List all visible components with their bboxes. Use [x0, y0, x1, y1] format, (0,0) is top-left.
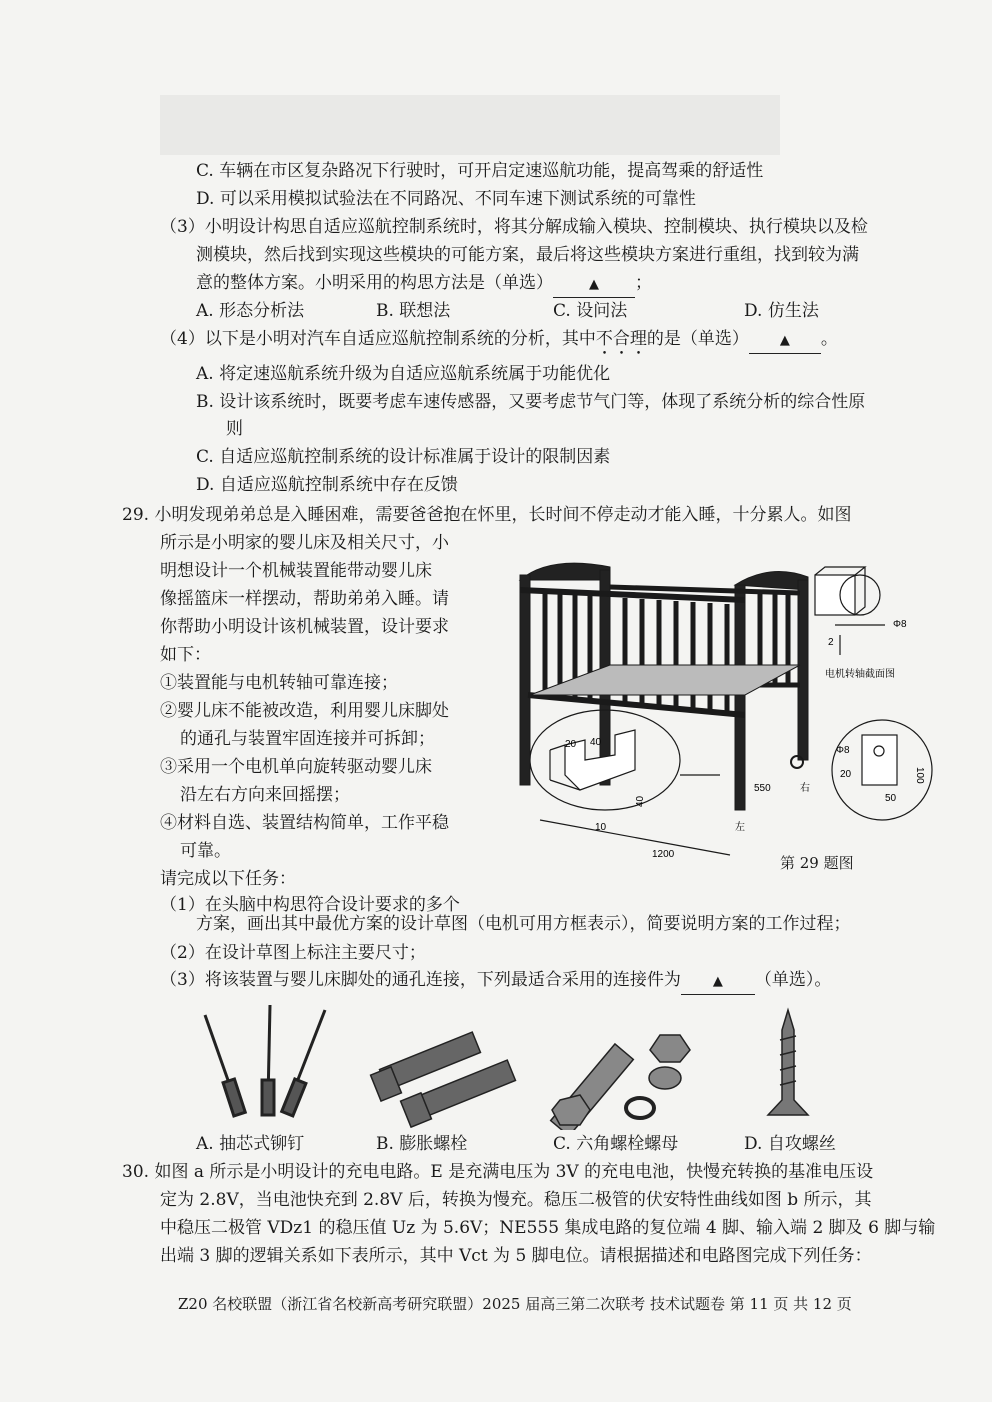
fastener-label-b: B. 膨胀螺栓 [376, 1134, 468, 1154]
q29-requirement-line: 可靠。 [180, 841, 231, 861]
q28-part3-option-b: B. 联想法 [376, 301, 451, 321]
q30-line2: 定为 2.8V，当电池快充到 2.8V 后，转换为慢充。稳压二极管的伏安特性曲线如图 b 所示，其 [160, 1190, 872, 1210]
q28-part3-option-c: C. 设问法 [553, 301, 628, 321]
q29-task3: （3）将该装置与婴儿床脚处的通孔连接，下列最适合采用的连接件为 ▲ （单选）。 [160, 968, 831, 995]
q28-part3-line1: （3）小明设计构思自适应巡航控制系统时，将其分解成输入模块、控制模块、执行模块以及检 [160, 217, 868, 237]
leg-detail [530, 710, 730, 855]
q28-option-c: C. 车辆在市区复杂路况下行驶时，可开启定速巡航功能，提高驾乘的舒适性 [196, 161, 764, 181]
q29-requirement-line: ①装置能与电机转轴可靠连接； [160, 673, 398, 693]
q29-requirement-line: ④材料自选、装置结构简单，工作平稳 [160, 813, 449, 833]
dim-550: 550 [754, 783, 771, 794]
q28-part3-option-a: A. 形态分析法 [196, 301, 305, 321]
q29-requirement-line: 所示是小明家的婴儿床及相关尺寸，小 [160, 533, 449, 553]
self-tapping-screw-image [768, 1010, 808, 1115]
page-footer: Z20 名校联盟（浙江省名校新高考研究联盟）2025 届高三第二次联考 技术试题卷 第 11 页 共 12 页 [178, 1295, 852, 1313]
answer-blank[interactable]: ▲ [749, 329, 821, 354]
crib-drawing [520, 563, 808, 810]
dim-40: 40 [590, 737, 602, 748]
direction-right: 右 [800, 783, 810, 794]
fastener-images [190, 1000, 830, 1130]
hex-bolt-nut-image [551, 1035, 690, 1130]
dim-2: 2 [828, 637, 834, 648]
q28-part4-option-b: B. 设计该系统时，既要考虑车速传感器，又要考虑节气门等，体现了系统分析的综合性原 [196, 392, 866, 412]
q29-requirement-line: 请完成以下任务： [160, 869, 296, 889]
q30-line1: 30. 如图 a 所示是小明设计的充电电路。E 是充满电压为 3V 的充电电池，快慢充转换的基准电压设 [122, 1162, 874, 1182]
q29-requirement-line: 你帮助小明设计该机械装置，设计要求 [160, 617, 449, 637]
direction-left: 左 [735, 822, 745, 833]
expansion-bolt-image [371, 1032, 516, 1127]
fastener-label-a: A. 抽芯式铆钉 [196, 1134, 305, 1154]
motor-shaft-detail [815, 567, 885, 655]
dim-phi8-shaft: Φ8 [893, 619, 907, 630]
q28-part4-option-b-cont: 则 [226, 419, 243, 439]
answer-blank[interactable]: ▲ [553, 273, 635, 298]
q28-part4-option-d: D. 自适应巡航控制系统中存在反馈 [196, 475, 458, 495]
dim-1200: 1200 [652, 849, 675, 860]
dim-10: 10 [595, 822, 607, 833]
q29-stem: 29. 小明发现弟弟总是入睡困难，需要爸爸抱在怀里，长时间不停走动才能入睡，十分累人。如图 [122, 505, 852, 525]
q28-part4-option-c: C. 自适应巡航控制系统的设计标准属于设计的限制因素 [196, 447, 611, 467]
q30-line3: 中稳压二极管 VDz1 的稳压值 Uz 为 5.6V；NE555 集成电路的复位端 4 脚、输入端 2 脚及 6 脚与输 [160, 1218, 936, 1238]
q29-task1-cont: 方案，画出其中最优方案的设计草图（电机可用方框表示），简要说明方案的工作过程； [196, 914, 851, 934]
q28-part3-line2: 测模块，然后找到实现这些模块的可能方案，最后将这些模块方案进行重组，找到较为满 [196, 245, 859, 265]
dim-100: 100 [914, 767, 925, 784]
q29-requirement-line: 沿左右方向来回摇摆； [180, 785, 350, 805]
q29-requirement-line: 明想设计一个机械装置能带动婴儿床 [160, 561, 432, 581]
fastener-label-c: C. 六角螺栓螺母 [553, 1134, 679, 1154]
q28-option-d: D. 可以采用模拟试验法在不同路况、不同车速下测试系统的可靠性 [196, 189, 696, 209]
q28-part4-stem: （4）以下是小明对汽车自适应巡航控制系统的分析，其中不合理的是（单选） ▲ 。 [160, 327, 838, 359]
q29-requirement-line: （1）在头脑中构思符合设计要求的多个 [160, 895, 460, 915]
q28-part3-option-d: D. 仿生法 [744, 301, 819, 321]
fastener-label-d: D. 自攻螺丝 [744, 1134, 836, 1154]
q28-part3-line3: 意的整体方案。小明采用的构思方法是（单选） ▲ ； [196, 271, 652, 298]
figure-caption: 第 29 题图 [780, 854, 854, 872]
q29-requirement-line: 的通孔与装置牢固连接并可拆卸； [180, 729, 435, 749]
motor-caption: 电机转轴截面图 [825, 669, 895, 680]
dim-20: 20 [565, 739, 577, 750]
scan-shadow [160, 95, 780, 155]
blind-rivet-image [205, 1005, 325, 1116]
dim-50: 50 [885, 793, 897, 804]
answer-blank[interactable]: ▲ [681, 970, 755, 995]
dim-phi8-hole: Φ8 [836, 745, 850, 756]
q29-requirement-line: 像摇篮床一样摆动，帮助弟弟入睡。请 [160, 589, 449, 609]
q30-line4: 出端 3 脚的逻辑关系如下表所示，其中 Vct 为 5 脚电位。请根据描述和电路图完成下列任务： [160, 1246, 872, 1266]
q29-requirement-line: ②婴儿床不能被改造，利用婴儿床脚处 [160, 701, 449, 721]
dim-40-height: 40 [635, 795, 646, 807]
q28-part4-option-a: A. 将定速巡航系统升级为自适应巡航系统属于功能优化 [196, 364, 611, 384]
q29-task2: （2）在设计草图上标注主要尺寸； [160, 943, 426, 963]
q29-requirement-line: 如下： [160, 645, 211, 665]
q29-requirement-line: ③采用一个电机单向旋转驱动婴儿床 [160, 757, 432, 777]
dim-20-hole: 20 [840, 769, 852, 780]
crib-figure [510, 545, 940, 875]
